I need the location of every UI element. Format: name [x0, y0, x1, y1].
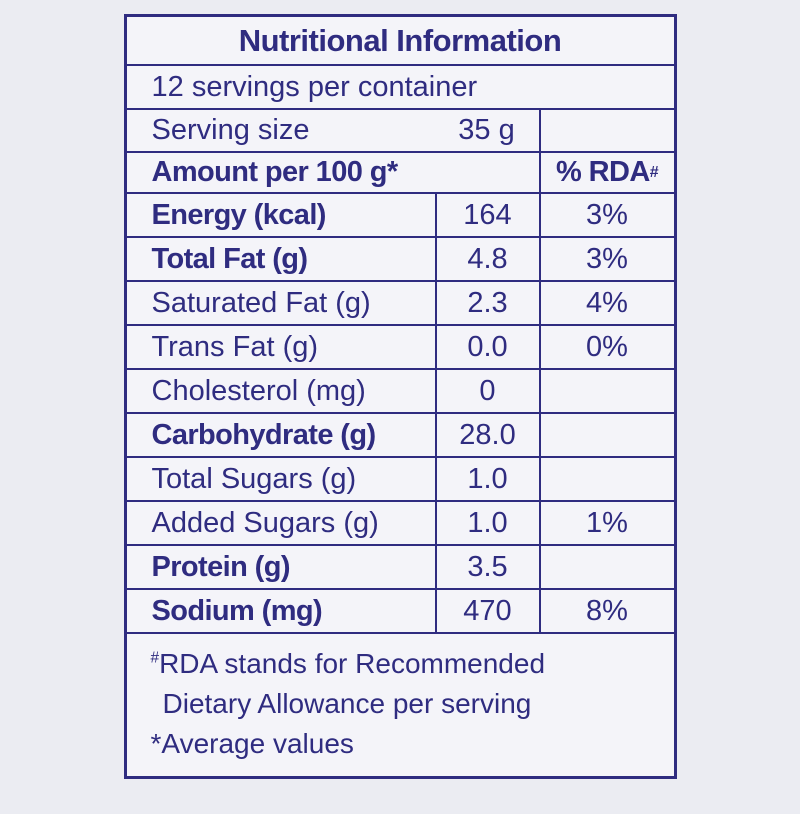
serving-size-row: [127, 108, 674, 151]
footnote-average-values: *Average values: [150, 728, 354, 759]
nutrient-name: Trans Fat (g): [151, 330, 319, 363]
nutrient-row-protein: [127, 544, 674, 588]
nutrition-label: [124, 14, 677, 779]
nutrient-name: Cholesterol (mg): [151, 374, 366, 407]
nutrient-row-trans-fat: [127, 324, 674, 368]
serving-size-label: Serving size: [151, 114, 310, 146]
nutrient-rda: [539, 458, 674, 500]
nutrient-amount: 470: [435, 590, 539, 632]
nutrient-amount: 4.8: [435, 238, 539, 280]
nutrient-row-carbohydrate: [127, 412, 674, 456]
nutrient-rda: [539, 370, 674, 412]
page: [0, 14, 800, 814]
nutrient-amount: 2.3: [435, 282, 539, 324]
footnote-rda-superscript: #: [150, 649, 160, 667]
serving-size-rda-empty-cell: [539, 110, 674, 151]
nutrient-name: Protein (g): [151, 550, 290, 583]
nutrient-rda: 4%: [539, 282, 674, 324]
nutrient-rda: 1%: [539, 502, 674, 544]
nutrient-name: Carbohydrate (g): [151, 418, 376, 451]
nutrient-rda: 8%: [539, 590, 674, 632]
footnote-rda-line1: [151, 644, 674, 684]
nutrient-amount: 28.0: [435, 414, 539, 456]
nutrient-row-energy: [127, 192, 674, 236]
footnote-rda-line2: Dietary Allowance per serving: [162, 688, 532, 719]
nutrient-name: Sodium (mg): [151, 594, 323, 627]
servings-row: [127, 64, 674, 108]
nutrient-rda: 3%: [539, 194, 674, 236]
rda-column-header: % RDA #: [539, 153, 674, 192]
nutrient-amount: 164: [435, 194, 539, 236]
nutrient-row-saturated-fat: [127, 280, 674, 324]
nutrient-name: Total Fat (g): [151, 242, 308, 275]
nutrient-row-sodium: [127, 588, 674, 632]
nutrient-rda: 3%: [539, 238, 674, 280]
nutrient-rda: 0%: [539, 326, 674, 368]
nutrient-name: Added Sugars (g): [151, 506, 379, 539]
footnotes-block: [127, 634, 674, 776]
rda-header-text: % RDA: [556, 156, 650, 188]
nutrient-row-total-fat: [127, 236, 674, 280]
nutrient-row-added-sugars: [127, 500, 674, 544]
footnotes-row: [127, 632, 674, 776]
serving-size-value: 35 g: [458, 114, 515, 146]
footnote-rda-text1: RDA stands for Recommended: [159, 648, 546, 679]
nutrient-name: Total Sugars (g): [151, 462, 357, 495]
nutrient-amount: 1.0: [435, 458, 539, 500]
nutrient-amount: 3.5: [435, 546, 539, 588]
nutrient-amount: 1.0: [435, 502, 539, 544]
nutrient-name: Saturated Fat (g): [151, 286, 371, 319]
nutrient-row-cholesterol: [127, 368, 674, 412]
nutrient-row-total-sugars: [127, 456, 674, 500]
nutrient-amount: 0: [435, 370, 539, 412]
nutrient-rda: [539, 546, 674, 588]
servings-per-container-text: 12 servings per container: [151, 70, 478, 103]
nutrient-name: Energy (kcal): [151, 198, 326, 231]
title-row: [127, 17, 674, 64]
label-title: Nutritional Information: [238, 22, 562, 58]
amount-column-header: Amount per 100 g*: [151, 156, 398, 188]
column-header-row: [127, 151, 674, 192]
nutrient-rda: [539, 414, 674, 456]
nutrient-amount: 0.0: [435, 326, 539, 368]
